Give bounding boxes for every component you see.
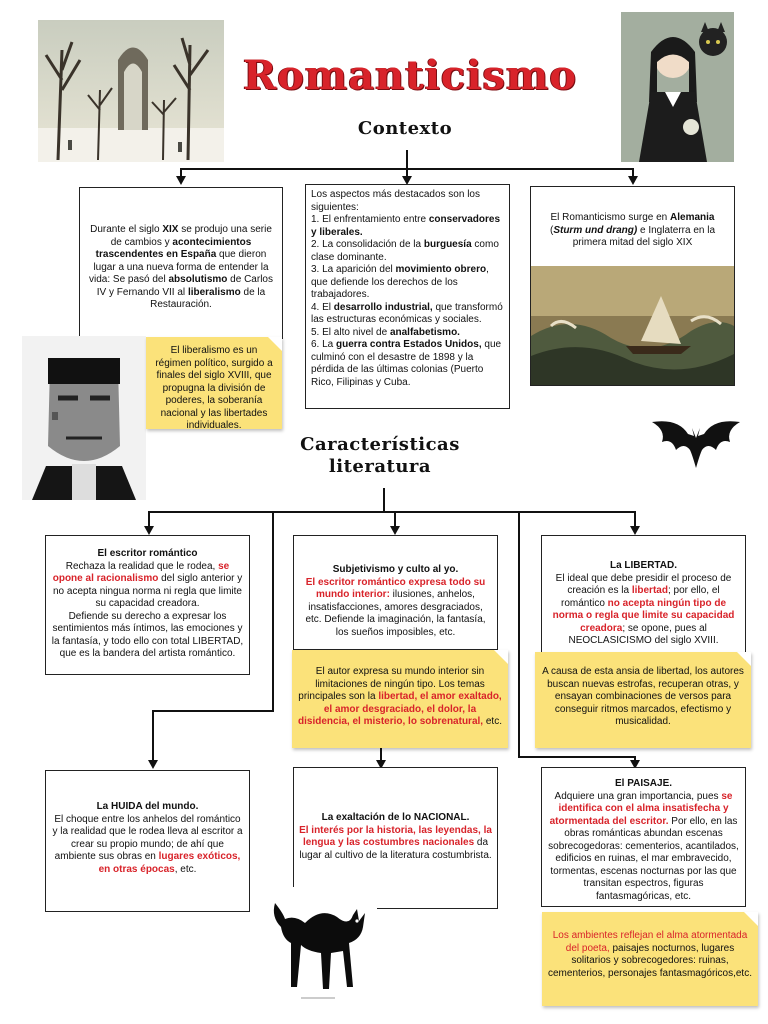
connector-line — [272, 511, 274, 711]
connector-line — [518, 511, 520, 758]
arrow-icon — [148, 760, 158, 769]
shipwreck-painting — [531, 266, 734, 385]
connector-line — [152, 710, 154, 762]
arrow-icon — [144, 526, 154, 535]
box-libertad: La LIBERTAD. El ideal que debe presidir el proceso de creación es la libertad; por ello, el romántico no acepta ningún tipo de norma o regla que limite su capacidad creadora; se opone, pues al NEOCLASICISMO del siglo XVIII. — [541, 535, 746, 653]
wednesday-portrait — [621, 12, 734, 162]
connector-line — [406, 150, 408, 176]
note-libertad: A causa de esta ansia de libertad, los autores buscan nuevas estrofas, recuperan otras, y ensayan combinaciones de versos para conseguir ritmos marcados, efectismo y musicalidad. — [535, 652, 751, 748]
connector-line — [152, 710, 274, 712]
note-paisaje: Los ambientes reflejan el alma atormentada del poeta, paisajes nocturnos, lugares solitarios y sobrecogedores: ruinas, cementerios, personajes fantasmagóricos,etc. — [542, 912, 758, 1006]
connector-line — [383, 488, 385, 512]
box-subjetivismo: Subjetivismo y culto al yo. El escritor romántico expresa todo su mundo interior: ilusiones, anhelos, insatisfacciones, amores desgraciados, etc. Defiende la imaginación, la fantasía, los sueños imposibles, etc. — [293, 535, 498, 650]
bat-icon — [648, 408, 744, 482]
connector-line — [181, 168, 633, 170]
contexto-box-aspectos: Los aspectos más destacados son los siguientes: 1. El enfrentamiento entre conservadores y liberales. 2. La consolidación de la burguesía como clase dominante. 3. La aparición del movimiento obrero, que defiende los derechos de los trabajadores. 4. El desarrollo industrial, que transformó las estructuras económicas y sociales. 5. El alto nivel de analfabetismo. 6. La guerra contra Estados Unidos, que culminó con el desastre de 1898 y la pérdida de las últimas colonias (Puerto Rico, Filipinas y Cuba. — [305, 184, 510, 409]
contexto-heading: Contexto — [357, 118, 453, 139]
page-title: Romanticismo — [243, 52, 577, 99]
contexto-box-alemania: El Romanticismo surge en Alemania (Sturm und drang) e Inglaterra en la primera mitad del siglo XIX — [530, 186, 735, 386]
box-paisaje: El PAISAJE. Adquiere una gran importancia, pues se identifica con el alma insatisfecha y atormentada del escritor. Por ello, en las obras románticas abundan escenas sobrecogedoras: cementerios, acantilados, edificios en ruinas, el mar embravecido, tormentas, escenas nocturnas por las que transitan espectros, figuras fantasmagóricas, etc. — [541, 767, 746, 907]
ruins-painting — [38, 20, 224, 162]
arrow-icon — [630, 526, 640, 535]
contexto-box-siglo-xix: Durante el siglo XIX se produjo una serie de cambios y acontecimientos trascendentes en España que dieron lugar a una nueva forma de entender la vida: Se pasó del absolutismo de Carlos IV y Fernando VII al liberalismo de la Restauración. — [79, 187, 283, 339]
black-cat-icon — [261, 887, 377, 1005]
frankenstein-portrait — [22, 336, 146, 500]
box-escritor-romantico: El escritor romántico Rechaza la realidad que le rodea, se opone al racionalismo del siglo anterior y no acepta ningua norma ni regla que limite su capacidad creadora. Defiende su derecho a expresar los sentimientos más íntimos, las emociones y la fantasía, y todo ello con total LIBERTAD, que es la bandera del artista romántico. — [45, 535, 250, 675]
arrow-icon — [176, 176, 186, 185]
connector-line — [148, 511, 635, 513]
note-subjetivismo: El autor expresa su mundo interior sin limitaciones de ningún tipo. Los temas principales son la libertad, el amor exaltado, el amor desgraciado, el dolor, la disidencia, el misterio, lo sobrenatural, etc. — [292, 650, 508, 748]
note-liberalismo: El liberalismo es un régimen político, surgido a finales del siglo XVIII, que propugna la división de poderes, la soberanía nacional y las libertades individuales. — [146, 337, 282, 429]
arrow-icon — [628, 176, 638, 185]
box-nacional: La exaltación de lo NACIONAL. El interés por la historia, las leyendas, la lengua y las costumbres nacionales da lugar al cultivo de la literatura costumbrista. — [293, 767, 498, 909]
caracteristicas-heading: Características literatura — [300, 434, 460, 477]
arrow-icon — [390, 526, 400, 535]
box-huida: La HUIDA del mundo. El choque entre los anhelos del romántico y la realidad que le rodea lleva al escritor a crear su propio mundo; de ahí que ambiente sus obras en lugares exóticos, en otras épocas, etc. — [45, 770, 250, 912]
connector-line — [518, 756, 636, 758]
